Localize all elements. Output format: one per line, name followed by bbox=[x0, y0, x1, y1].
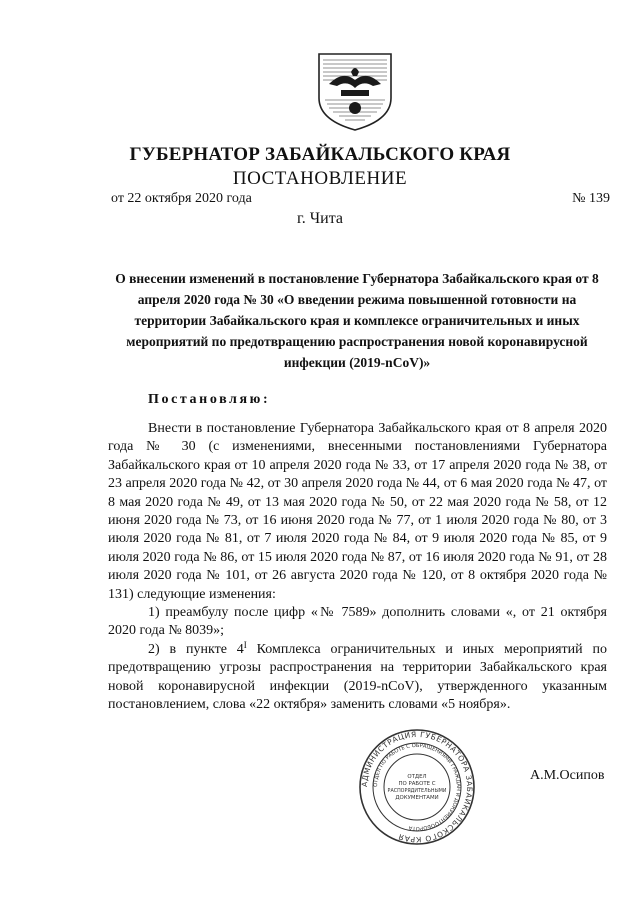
stamp-outer-text: АДМИНИСТРАЦИЯ ГУБЕРНАТОРА ЗАБАЙКАЛЬСКОГО КРАЯ bbox=[359, 729, 475, 845]
body-intro-paragraph: Внести в постановление Губернатора Забайкальского края от 8 апреля 2020 года № 30 (с изменениями, внесенными постановлениями Губернатора Забайкальского края от 10 апреля 2020 года № 33, от 17 апреля 2020 года № 38, от 23 апреля 2020 года № 42, от 30 апреля 2020 года № 44, от 6 мая 2020 года № 47, от 8 мая 2020 года № 49, от 13 мая 2020 года № 50, от 22 мая 2020 года № 58, от 12 июня 2020 года № 73, от 16 июня 2020 года № 77, от 1 июля 2020 года № 80, от 3 июля 2020 года № 81, от 7 июля 2020 года № 84, от 9 июля 2020 года № 85, от 9 июля 2020 года № 86, от 15 июля 2020 года № 87, от 16 июля 2020 года № 91, от 28 июля 2020 года № 101, от 26 августа 2020 года № 120, от 8 октября 2020 года № 131) следующие изменения: bbox=[108, 421, 607, 602]
body-item-2 bbox=[108, 641, 607, 715]
item-2-text: Комплекса ограничительных и иных мероприятий по предотвращению угрозы распространения на территории Забайкальского края новой коронавирусной инфекции (2019-nCoV), утвержденного указанным постановлением, слова «22 октября» заменить словами «5 ноября». bbox=[108, 641, 607, 713]
document-type: ПОСТАНОВЛЕНИЕ bbox=[232, 168, 408, 189]
body-item-1: 1) преамбулу после цифр «№ 7589» дополнить словами «, от 21 октября 2020 года № 8039»; bbox=[108, 605, 607, 639]
issuing-authority: ГУБЕРНАТОР ЗАБАЙКАЛЬСКОГО КРАЯ bbox=[129, 144, 511, 165]
item-2-prefix: 2) в пункте 4 bbox=[148, 641, 244, 657]
official-stamp-icon bbox=[358, 728, 476, 846]
stamp-center-line: ДОКУМЕНТАМИ bbox=[395, 795, 439, 801]
stamp-center-line: ОТДЕЛ bbox=[407, 774, 427, 780]
document-number: № 139 bbox=[572, 191, 610, 206]
document-body bbox=[108, 420, 607, 715]
stamp-center-line: РАСПОРЯДИТЕЛЬНЫМИ bbox=[387, 789, 447, 794]
item-2-superscript: I bbox=[243, 639, 247, 650]
stamp-inner-text: ОТДЕЛ ПО РАБОТЕ С ОБРАЩЕНИЯМИ ГРАЖДАН И ДОКУМЕНТООБОРОТА bbox=[372, 742, 462, 832]
stamp-center-line: ПО РАБОТЕ С bbox=[398, 781, 436, 787]
signatory-name: А.М.Осипов bbox=[530, 768, 605, 783]
document-date: от 22 октября 2020 года bbox=[111, 191, 252, 206]
coat-of-arms-icon bbox=[315, 50, 395, 132]
document-subject: О внесении изменений в постановление Губернатора Забайкальского края от 8 апреля 2020 года № 30 «О введении режима повышенной готовности на территории Забайкальского края и комплексе ограничительных и иных мероприятий по предотвращению распространения новой коронавирусной инфекции (2019-nCoV)» bbox=[115, 271, 599, 370]
document-city: г. Чита bbox=[296, 210, 343, 227]
decree-word: Постановляю: bbox=[148, 392, 271, 407]
